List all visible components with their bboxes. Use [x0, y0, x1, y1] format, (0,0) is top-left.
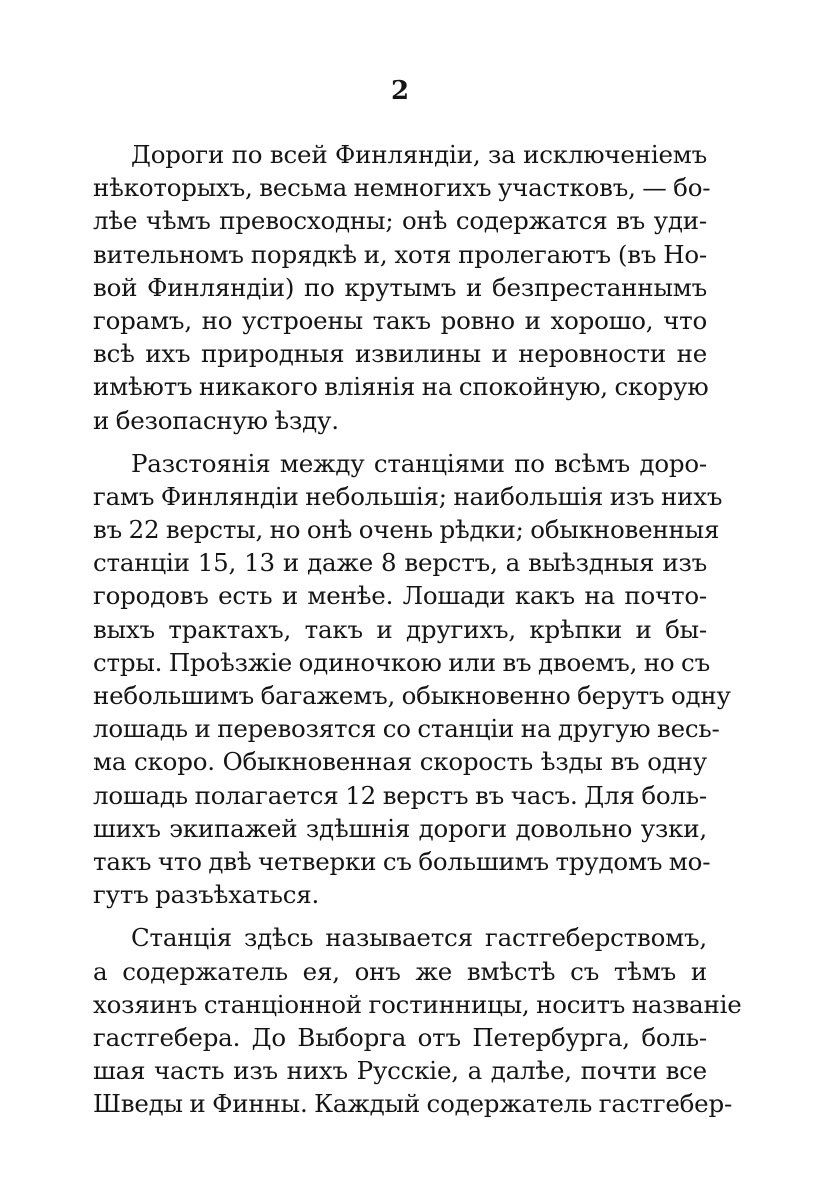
text-line: имѣютъ никакого вліянія на спокойную, скорую	[93, 372, 709, 402]
text-line: Станція здѣсь называется гастгеберствомъ,	[131, 923, 707, 953]
text-line: станціи 15, 13 и даже 8 верстъ, а выѣздныя изъ	[93, 548, 707, 578]
text-line: шихъ экипажей здѣшнія дороги довольно узки,	[93, 813, 707, 843]
text-line: вительномъ порядкѣ и, хотя пролегаютъ (въ Но-	[93, 239, 707, 269]
body-text	[93, 138, 742, 1120]
text-line: ма скоро. Обыкновенная скорость ѣзды въ одну	[93, 747, 707, 777]
text-line: въ 22 версты, но онѣ очень рѣдки; обыкновенныя	[93, 515, 720, 545]
text-line: вой Финляндіи) по крутымъ и безпрестаннымъ	[93, 272, 707, 302]
text-line: стры. Проѣзжіе одиночкою или въ двоемъ, но съ	[93, 647, 710, 677]
paragraph-2	[93, 447, 731, 912]
text-line: Шведы и Финны. Каждый содержатель гастгебер-	[93, 1089, 733, 1119]
text-line: а содержатель ея, онъ же вмѣстѣ съ тѣмъ и	[93, 956, 707, 986]
text-line: городовъ есть и менѣе. Лошади какъ на почто-	[93, 581, 707, 611]
text-line: Разстоянія между станціями по всѣмъ доро-	[131, 448, 707, 478]
page-number: 2	[390, 76, 410, 106]
text-line: небольшимъ багажемъ, обыкновенно берутъ одну	[93, 681, 731, 710]
text-line: выхъ трактахъ, такъ и другихъ, крѣпки и бы-	[93, 614, 707, 644]
text-line: гамъ Финляндіи небольшія; наибольшія изъ нихъ	[93, 481, 723, 511]
paragraph-1	[93, 138, 711, 437]
text-line: такъ что двѣ четверки съ большимъ трудомъ мо-	[93, 846, 711, 876]
text-line: хозяинъ станціонной гостинницы, носитъ названіе	[93, 989, 742, 1019]
text-line: гутъ разъѣхаться.	[93, 880, 320, 910]
paragraph-3	[93, 921, 742, 1120]
text-line: лошадь и перевозятся со станціи на другую весь-	[93, 714, 720, 744]
text-line: всѣ ихъ природныя извилины и неровности не	[93, 339, 707, 369]
text-line: гастгебера. До Выборга отъ Петербурга, боль-	[93, 1022, 707, 1052]
text-line: лѣе чѣмъ превосходны; онѣ содержатся въ уди-	[93, 206, 707, 236]
text-line: нѣкоторыхъ, весьма немногихъ участковъ, — бо-	[93, 173, 711, 203]
text-line: горамъ, но устроены такъ ровно и хорошо, что	[93, 305, 707, 335]
text-line: Дороги по всей Финляндіи, за исключеніемъ	[131, 140, 707, 169]
text-line: лошадь полагается 12 верстъ въ часъ. Для боль-	[93, 780, 707, 810]
text-line: шая часть изъ нихъ Русскіе, а далѣе, почти все	[93, 1056, 707, 1086]
text-line: и безопасную ѣзду.	[93, 405, 339, 435]
